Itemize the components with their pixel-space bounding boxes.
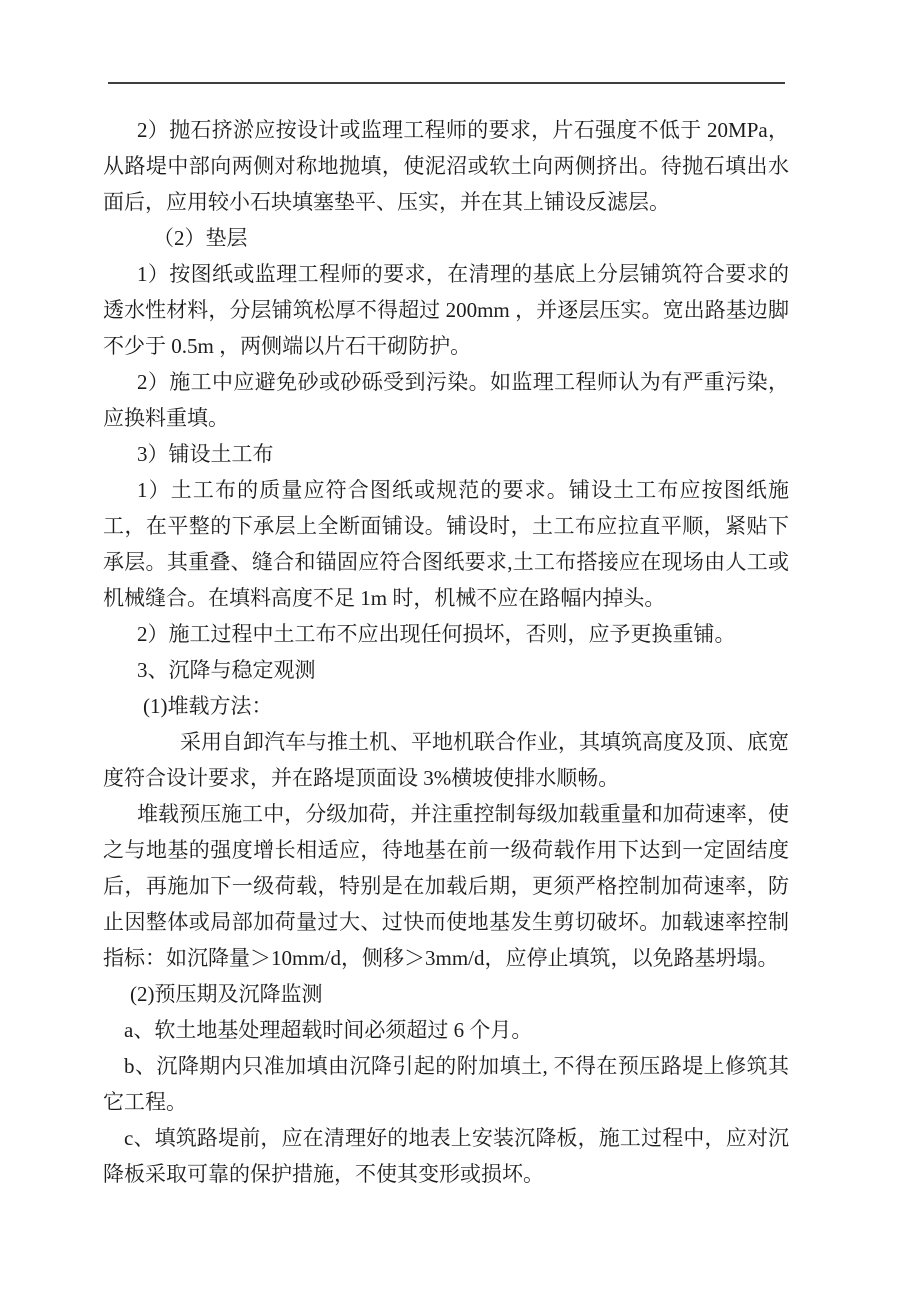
heading-loading-method: (1)堆载方法：: [143, 694, 273, 718]
paragraph-cushion-pollution: 2）施工中应避免砂或砂砾受到污染。如监理工程师认为有严重污染，应换料重填。: [103, 370, 789, 430]
heading-settlement-observation: 3、沉降与稳定观测: [137, 658, 316, 682]
document-body: [103, 112, 789, 1192]
paragraph-cushion-material: 1）按图纸或监理工程师的要求，在清理的基底上分层铺筑符合要求的透水性材料，分层铺筑松厚不得超过 200mm ，并逐层压实。宽出路基边脚不少于 0.5m ，两侧端以片石干砌防护。: [103, 262, 789, 358]
paragraph-monitoring-item-c: c、填筑路堤前，应在清理好的地表上安装沉降板，施工过程中，应对沉降板采取可靠的保护措施，不使其变形或损坏。: [103, 1126, 789, 1186]
paragraph-monitoring-item-a: a、软土地基处理超载时间必须超过 6 个月。: [124, 1018, 533, 1042]
paragraph-geotextile-quality: 1）土工布的质量应符合图纸或规范的要求。铺设土工布应按图纸施工，在平整的下承层上全断面铺设。铺设时，土工布应拉直平顺，紧贴下承层。其重叠、缝合和锚固应符合图纸要求,土工布搭接应在现场由人工或机械缝合。在填料高度不足 1m 时，机械不应在路幅内掉头。: [103, 478, 789, 610]
paragraph-loading-operation: 采用自卸汽车与推土机、平地机联合作业，其填筑高度及顶、底宽度符合设计要求，并在路堤顶面设 3%横坡使排水顺畅。: [103, 730, 789, 790]
paragraph-monitoring-item-b: b、沉降期内只准加填由沉降引起的附加填土, 不得在预压路堤上修筑其它工程。: [103, 1054, 789, 1114]
paragraph-preload-rate-control: 堆载预压施工中，分级加荷，并注重控制每级加载重量和加荷速率，使之与地基的强度增长相适应，待地基在前一级荷载作用下达到一定固结度后，再施加下一级荷载，特别是在加载后期，更须严格控制加荷速率，防止因整体或局部加荷量过大、过快而使地基发生剪切破坏。加载速率控制指标：如沉降量＞10mm/d，侧移＞3mm/d，应停止填筑，以免路基坍塌。: [103, 802, 789, 970]
paragraph-rockfill-squeeze: 2）抛石挤淤应按设计或监理工程师的要求，片石强度不低于 20MPa，从路堤中部向两侧对称地抛填，使泥沼或软土向两侧挤出。待抛石填出水面后，应用较小石块填塞垫平、压实，并在其上铺设反滤层。: [103, 118, 789, 214]
heading-cushion-layer: （2）垫层: [153, 226, 248, 250]
header-separator-rule: [108, 82, 785, 84]
heading-preload-monitoring: (2)预压期及沉降监测: [130, 982, 323, 1006]
paragraph-geotextile-damage: 2）施工过程中土工布不应出现任何损坏，否则，应予更换重铺。: [137, 622, 736, 646]
heading-geotextile-laying: 3）铺设土工布: [137, 442, 274, 466]
